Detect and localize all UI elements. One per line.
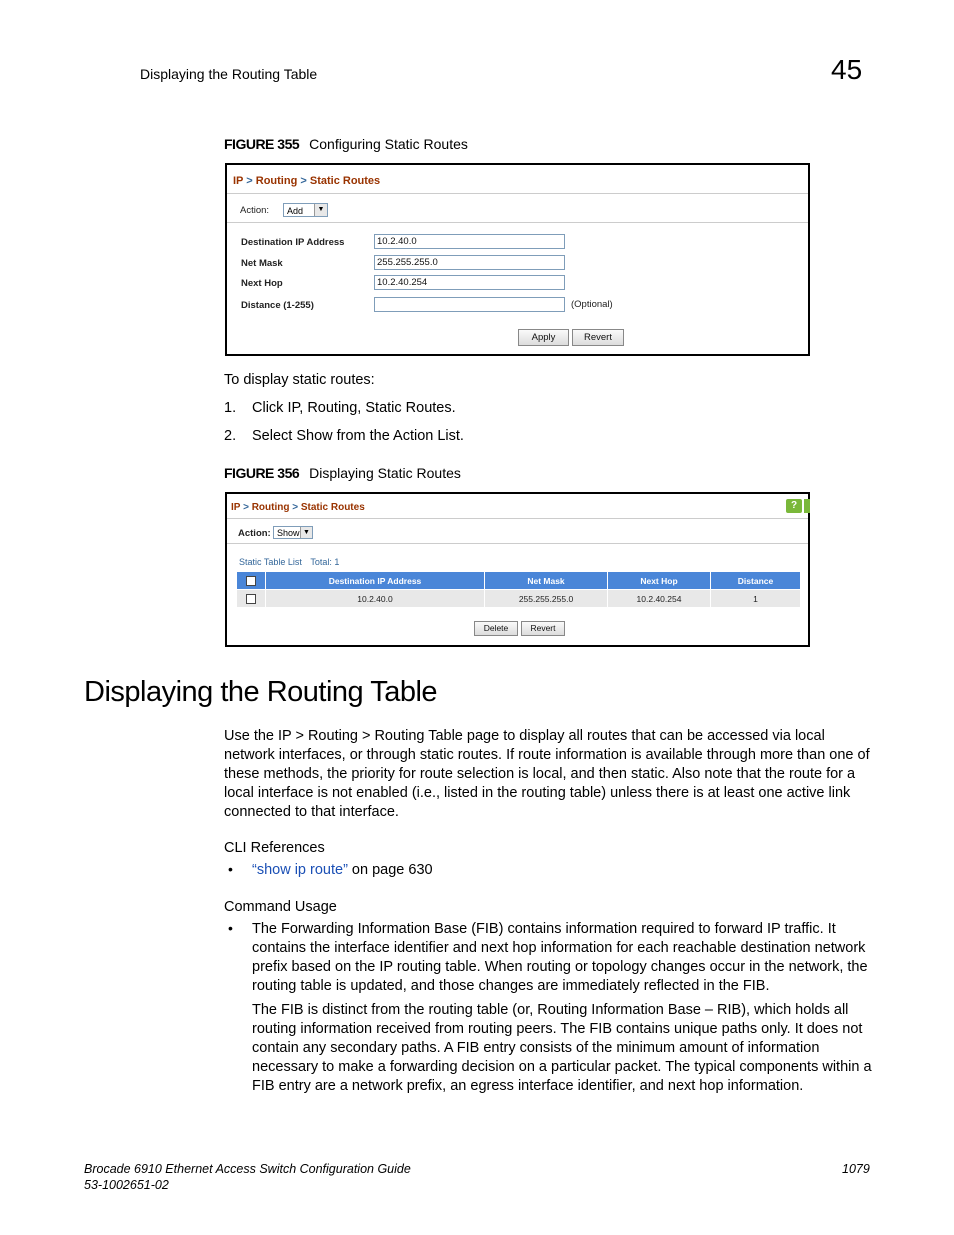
step-2-text: Select Show from the Action List. (252, 428, 464, 444)
command-usage-heading: Command Usage (224, 899, 337, 915)
usage-paragraph-1: The Forwarding Information Base (FIB) contains information required to forward IP traffic. It contains the interface identifier and next hop information for each reachable destination network prefix based on the IP routing table. When routing or topology changes occur in the network, the routing table is updated, and those changes are immediately reflected in the FIB. (252, 921, 868, 994)
show-ip-route-link[interactable]: “show ip route” (252, 862, 348, 878)
crumb-separator: > (300, 175, 307, 187)
action-label: Action: (238, 528, 271, 539)
section-intro: Use the IP > Routing > Routing Table page to display all routes that can be accessed via local network interfaces, or through static routes. If route information is available through more than one of these methods, the priority for route selection is local, and then static. Also note that the route for a local interface is not enabled (i.e., listed in the routing table) unless there is at least one active link connected to that interface. (224, 728, 870, 820)
figure-355-label: FIGURE 355 (224, 136, 300, 152)
chevron-down-icon: ▼ (314, 204, 327, 216)
select-all-cell (237, 572, 266, 590)
row-distance: 1 (711, 590, 801, 608)
dest-ip-label: Destination IP Address (241, 237, 345, 248)
crumb-ip[interactable]: IP (233, 175, 244, 187)
col-dest-ip: Destination IP Address (266, 572, 485, 590)
usage-paragraph-2: The FIB is distinct from the routing table (or, Routing Information Base – RIB), which holds all routing information received from routing peers. The FIB contains unique paths only. It does not contain any secondary paths. A FIB entry consists of the minimum amount of information necessary to make a forwarding decision on a particular packet. The typical components within a FIB entry are a network prefix, an egress interface identifier, and next hop information. (252, 1002, 872, 1094)
cli-references-heading: CLI References (224, 840, 325, 856)
action-select-value: Show (277, 528, 300, 538)
breadcrumb (233, 175, 380, 187)
step-1-number: 1. (224, 400, 237, 416)
action-select[interactable] (283, 203, 328, 217)
figure-356-label: FIGURE 356 (224, 465, 300, 481)
help-icon-edge (804, 499, 810, 513)
figure-356-screenshot (225, 492, 810, 647)
table-header-row (237, 572, 801, 590)
action-select-value: Add (287, 206, 304, 216)
figure-355-caption (224, 136, 468, 152)
steps-intro: To display static routes: (224, 372, 375, 388)
help-icon[interactable]: ? (786, 499, 802, 513)
dest-ip-input[interactable]: 10.2.40.0 (374, 234, 565, 249)
breadcrumb (231, 502, 365, 513)
crumb-routing[interactable]: Routing (255, 175, 298, 187)
figure-356-caption (224, 465, 461, 481)
optional-note: (Optional) (571, 299, 613, 310)
list-title: Static Table List (239, 557, 302, 567)
static-table-list-title (239, 557, 339, 567)
row-dest-ip: 10.2.40.0 (266, 590, 485, 608)
revert-button[interactable]: Revert (521, 621, 565, 636)
row-select-cell (237, 590, 266, 608)
chevron-down-icon: ▼ (300, 527, 312, 538)
table-row (237, 590, 801, 608)
net-mask-label: Net Mask (241, 258, 283, 269)
col-next-hop: Next Hop (608, 572, 711, 590)
bullet-dot: • (228, 920, 233, 936)
crumb-separator: > (246, 175, 253, 187)
section-title: Displaying the Routing Table (84, 676, 438, 708)
bullet-dot: • (228, 861, 233, 877)
delete-button[interactable]: Delete (474, 621, 518, 636)
net-mask-input[interactable]: 255.255.255.0 (374, 255, 565, 270)
static-routes-table (236, 571, 801, 608)
action-label: Action: (240, 205, 270, 216)
distance-label: Distance (1-255) (241, 300, 314, 311)
step-2-number: 2. (224, 428, 237, 444)
next-hop-label: Next Hop (241, 278, 283, 289)
select-all-checkbox[interactable] (246, 576, 256, 586)
step-1-text: Click IP, Routing, Static Routes. (252, 400, 456, 416)
footer-guide-title: Brocade 6910 Ethernet Access Switch Configuration Guide (84, 1162, 411, 1176)
crumb-separator: > (243, 502, 249, 513)
crumb-routing[interactable]: Routing (251, 502, 290, 513)
figure-355-title: Configuring Static Routes (309, 136, 468, 152)
crumb-static-routes[interactable]: Static Routes (309, 175, 381, 187)
action-select[interactable] (273, 526, 313, 539)
next-hop-input[interactable]: 10.2.40.254 (374, 275, 565, 290)
crumb-static-routes[interactable]: Static Routes (300, 502, 365, 513)
crumb-ip[interactable]: IP (231, 502, 241, 513)
row-checkbox[interactable] (246, 594, 256, 604)
footer-page-number: 1079 (842, 1162, 870, 1176)
col-net-mask: Net Mask (485, 572, 608, 590)
total-count: Total: 1 (310, 557, 340, 567)
apply-button[interactable]: Apply (518, 329, 569, 346)
col-distance: Distance (711, 572, 801, 590)
revert-button[interactable]: Revert (572, 329, 624, 346)
row-next-hop: 10.2.40.254 (608, 590, 711, 608)
cli-reference-page: on page 630 (347, 862, 433, 878)
running-title: Displaying the Routing Table (140, 66, 318, 82)
figure-355-screenshot (225, 163, 810, 356)
crumb-separator: > (292, 502, 299, 513)
footer-doc-number: 53-1002651-02 (84, 1178, 169, 1192)
cli-reference-item (252, 861, 433, 880)
distance-input[interactable] (374, 297, 565, 312)
row-net-mask: 255.255.255.0 (485, 590, 608, 608)
chapter-number: 45 (831, 54, 863, 85)
figure-356-title: Displaying Static Routes (309, 465, 461, 481)
